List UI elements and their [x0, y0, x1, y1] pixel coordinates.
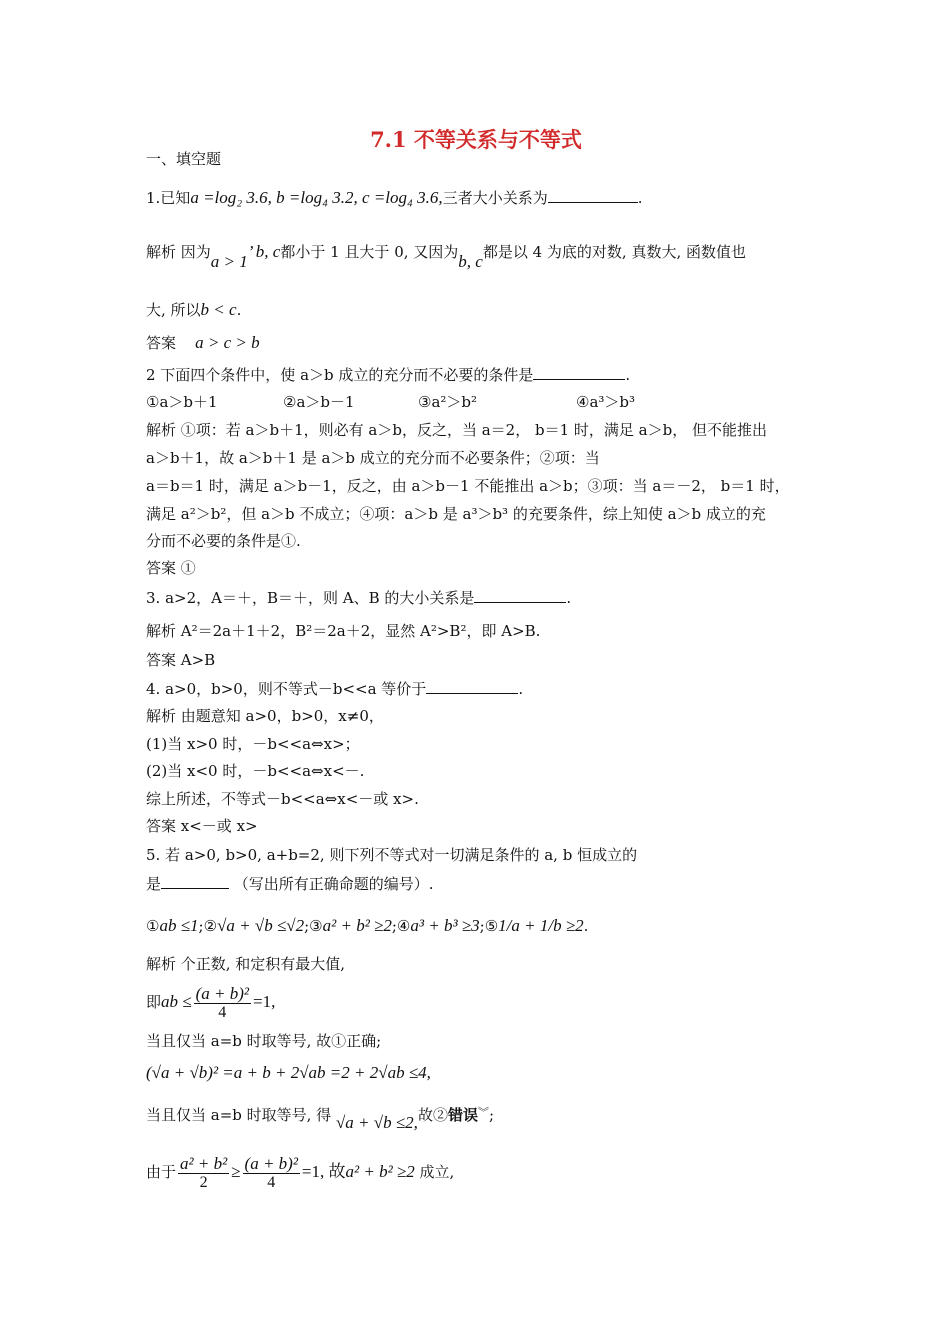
- q2-solution-1: 解析 ①项：若 a＞b＋1，则必有 a＞b，反之，当 a＝2， b＝1 时，满足 a＞b， 但不能推出: [146, 421, 767, 439]
- q3-answer-blank: [474, 588, 566, 603]
- q5-solution-3: 当且仅当 a=b 时取等号, 故①正确;: [146, 1032, 382, 1050]
- q1-solution-prefix: 解析 因为: [146, 243, 211, 261]
- q1-answer: [146, 334, 260, 352]
- q5-sol5-wrong: 错误: [447, 1106, 478, 1124]
- q5-sol5-math: √a + √b ≤2,: [335, 1113, 418, 1132]
- q2-option-4: ④a³＞b³: [576, 393, 636, 411]
- question-2: [146, 365, 630, 384]
- q2-solution-5: 分而不必要的条件是①.: [146, 532, 301, 550]
- question-5-line1: 5. 若 a>0, b>0, a+b=2, 则下列不等式对一切满足条件的 a, b 恒成立的: [146, 846, 638, 864]
- q5-options: [146, 914, 588, 938]
- q3-text: 3. a>2，A＝＋，B＝＋，则 A、B 的大小关系是: [146, 589, 475, 607]
- q1-solution-tail: 都是以 4 为底的对数, 真数大, 函数值也: [482, 243, 746, 261]
- q1-answer-value: a > c > b: [195, 333, 260, 352]
- q5-sol2-fraction: [194, 985, 251, 1022]
- q1-answer-blank: [548, 188, 638, 203]
- q4-end: .: [518, 680, 524, 698]
- q5-line2-suffix: （写出所有正确命题的编号）.: [233, 875, 434, 893]
- question-3: [146, 588, 571, 607]
- q5-option-4-num: ;④: [391, 917, 411, 935]
- q5-sol2-numerator: (a + b)²: [195, 983, 249, 1003]
- q2-option-2: ②a＞b－1: [283, 393, 355, 411]
- q1-solution-end: .: [236, 301, 242, 319]
- q5-solution-6: [146, 1152, 454, 1194]
- q2-solution-3: a＝b＝1 时，满足 a＞b－1，反之，由 a＞b－1 不能推出 a＞b；③项：当 a＝－2， b＝1 时，: [146, 477, 790, 495]
- q5-sol5-prefix: 当且仅当 a=b 时取等号, 得: [146, 1106, 332, 1124]
- q2-option-1: ①a＞b＋1: [146, 393, 218, 411]
- q1-suffix: 三者大小关系为: [442, 189, 548, 207]
- q4-solution-1: 解析 由题意知 a>0，b>0，x≠0，: [146, 707, 384, 725]
- q5-solution-4: [146, 1064, 431, 1082]
- q5-option-1-num: ①: [146, 917, 160, 935]
- q2-options: [146, 393, 635, 411]
- q1-prefix: 1.已知: [146, 189, 191, 207]
- q5-sol2-denominator: 4: [218, 1003, 227, 1021]
- q1-answer-label: 答案: [146, 334, 177, 352]
- q5-sol6-numerator-2: (a + b)²: [244, 1153, 298, 1173]
- q4-text: 4. a>0，b>0，则不等式－b<<a 等价于: [146, 680, 427, 698]
- q5-option-2-num: ;②: [198, 917, 218, 935]
- q1-solution-math1: a > 1: [210, 252, 248, 271]
- q1-solution-math3: b, c: [458, 252, 483, 271]
- double-chevron-icon: ︾: [477, 1106, 489, 1119]
- q5-sol2-lhs: ab ≤: [161, 992, 192, 1011]
- q4-solution-2: (1)当 x>0 时，－b<<a⇔x>；: [146, 735, 360, 753]
- q5-sol5-text: 故②: [417, 1106, 448, 1124]
- question-1: [146, 188, 642, 207]
- q1-solution-line1: [146, 242, 746, 271]
- q5-sol6-denominator-2: 4: [267, 1173, 276, 1191]
- q1-solution-line2: [146, 301, 241, 319]
- q3-answer: 答案 A>B: [146, 651, 216, 669]
- q5-option-1: ab ≤1: [159, 916, 199, 935]
- q2-end: .: [625, 366, 631, 384]
- q5-sol4-expression: (√a + √b)² =a + b + 2√ab =2 + 2√ab ≤4,: [146, 1063, 431, 1082]
- q5-sol6-geq: ≥: [231, 1162, 241, 1181]
- q4-answer: 答案 x<－或 x>: [146, 817, 258, 835]
- q5-sol6-math: a² + b² ≥2: [345, 1162, 415, 1181]
- q1-expression: a =log₂ 3.6, b =log₄ 3.2, c =log₄ 3.6,: [190, 188, 443, 207]
- q5-sol2-rhs: =1,: [253, 992, 276, 1011]
- q4-solution-4: 综上所述，不等式－b<<a⇔x<－或 x>.: [146, 790, 419, 808]
- q5-sol6-mid-text: =1, 故: [301, 1162, 346, 1181]
- q5-options-end: .: [583, 917, 589, 935]
- section-heading: 一、填空题: [146, 150, 222, 168]
- q5-sol6-prefix: 由于: [146, 1163, 177, 1181]
- q2-answer-blank: [533, 365, 625, 380]
- q2-solution-2: a＞b＋1，故 a＞b＋1 是 a＞b 成立的充分而不必要条件；②项：当: [146, 449, 600, 467]
- q5-line2-prefix: 是: [146, 875, 162, 893]
- q5-solution-1: 解析 个正数, 和定积有最大值,: [146, 955, 346, 973]
- q5-sol5-end: ;: [488, 1106, 495, 1124]
- q5-solution-2: [146, 982, 275, 1024]
- q1-solution-line2-text: 大, 所以: [146, 301, 201, 319]
- q5-sol6-fraction-1: [178, 1155, 229, 1192]
- q5-sol6-denominator-1: 2: [199, 1173, 208, 1191]
- q3-end: .: [566, 589, 572, 607]
- q1-solution-mid: 都小于 1 且大于 0, 又因为: [280, 243, 459, 261]
- q5-option-3-num: ;③: [304, 917, 323, 935]
- question-4: [146, 679, 523, 698]
- q2-answer: 答案 ①: [146, 559, 196, 577]
- q5-option-2: √a + √b ≤√2: [217, 916, 305, 935]
- q4-answer-blank: [426, 679, 518, 694]
- q4-solution-3: (2)当 x<0 时，－b<<a⇔x<－.: [146, 762, 365, 780]
- q5-answer-blank: [161, 874, 229, 889]
- q1-solution-math4: b < c: [200, 300, 237, 319]
- q5-solution-5: [146, 1104, 495, 1132]
- q2-solution-4: 满足 a²＞b²，但 a＞b 不成立；④项：a＞b 是 a³＞b³ 的充要条件，综上知使 a＞b 成立的充: [146, 505, 766, 523]
- q5-sol6-fraction-2: [243, 1155, 300, 1192]
- page-title: 7.1 不等关系与不等式: [370, 127, 582, 152]
- q5-option-3: a² + b² ≥2: [322, 916, 392, 935]
- q5-option-5-num: ;⑤: [479, 917, 499, 935]
- q5-sol6-numerator-1: a² + b²: [180, 1153, 228, 1173]
- q3-solution: 解析 A²＝2a＋1＋2，B²＝2a＋2，显然 A²>B²，即 A>B.: [146, 622, 541, 640]
- q5-option-5: 1/a + 1/b ≥2: [498, 916, 584, 935]
- q2-text: 2 下面四个条件中，使 a＞b 成立的充分而不必要的条件是: [146, 366, 534, 384]
- q2-option-3: ③a²＞b²: [418, 393, 478, 411]
- q5-sol6-end: 成立,: [419, 1163, 455, 1181]
- q1-end: .: [637, 189, 643, 207]
- q5-sol2-prefix: 即: [146, 993, 162, 1011]
- question-5-line2: [146, 874, 434, 893]
- q1-solution-math2: ’ b, c: [247, 242, 281, 261]
- q5-option-4: a³ + b³ ≥3: [410, 916, 480, 935]
